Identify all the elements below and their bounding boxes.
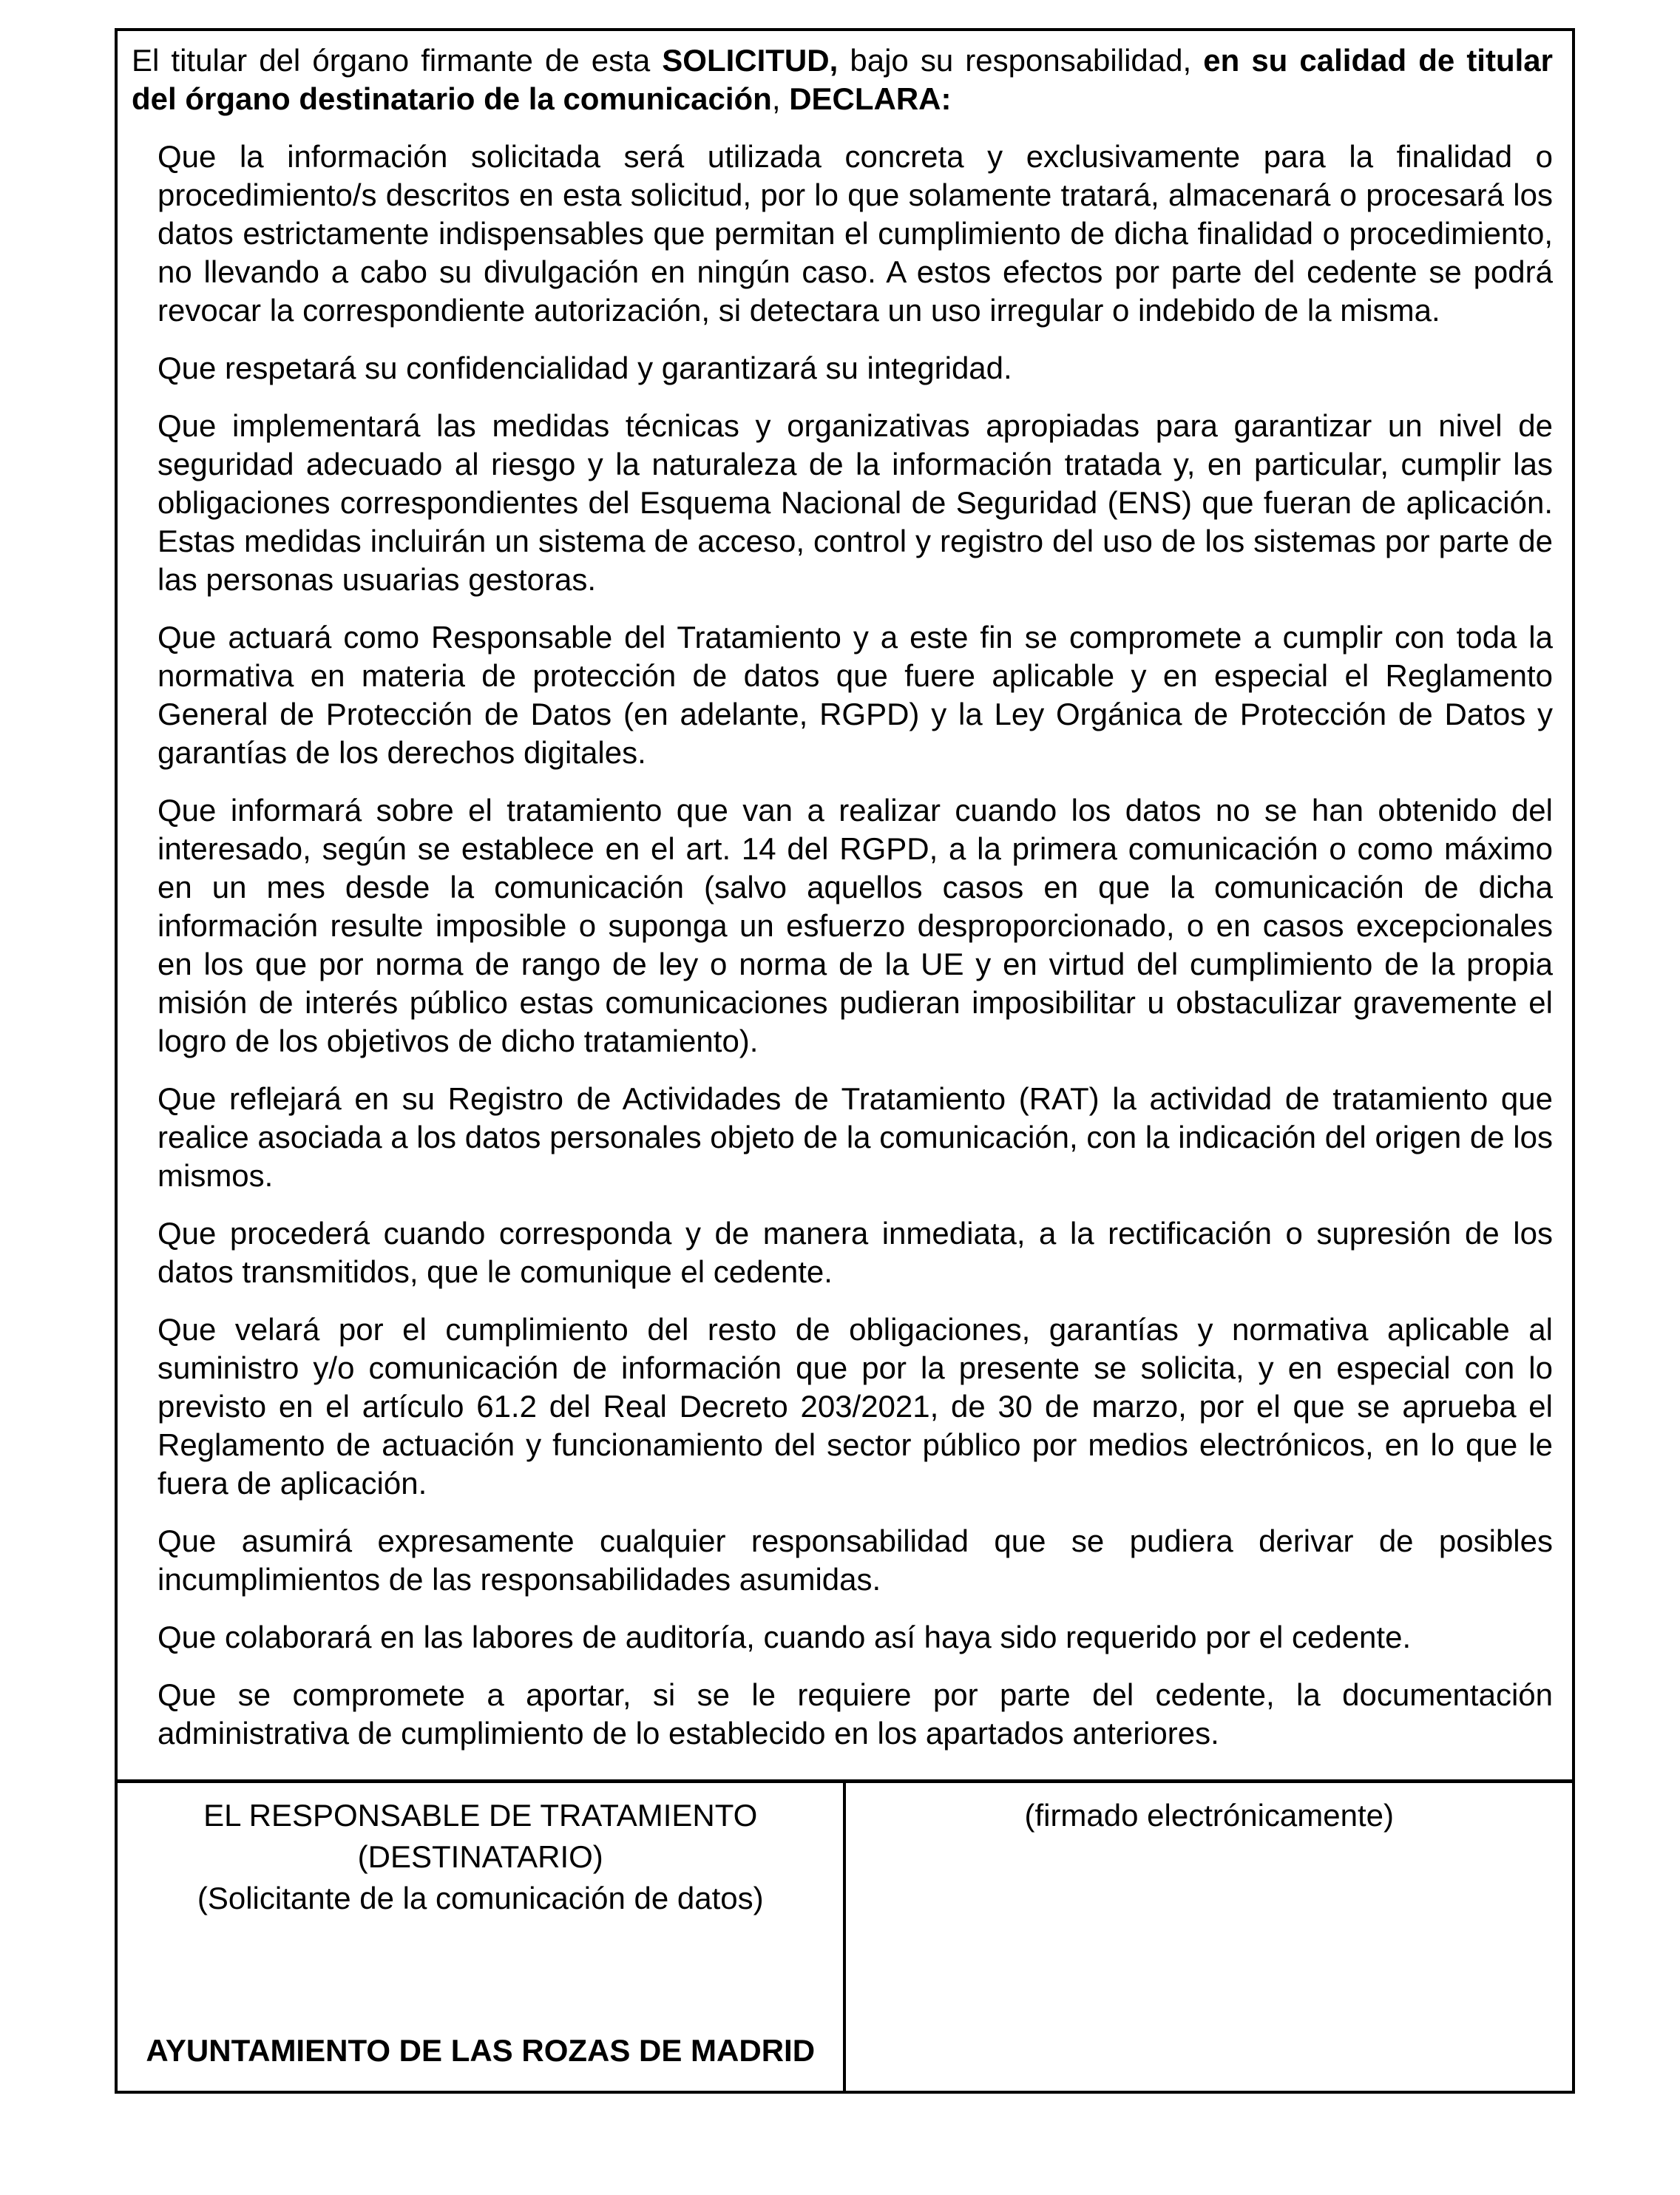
declaration-paragraph: Que procederá cuando corresponda y de manera inmediata, a la rectificación o supresión de los datos transmitidos, que le comunique el cedente.	[158, 1216, 1553, 1289]
intro-segment-regular-1: El titular del órgano firmante de esta	[132, 43, 663, 78]
responsible-subtitle-destinatario: (DESTINATARIO)	[357, 1839, 603, 1874]
intro-segment-bold-solicitud: SOLICITUD,	[662, 43, 839, 78]
signature-cell	[846, 1783, 1572, 2091]
declaration-paragraph: Que velará por el cumplimiento del resto de obligaciones, garantías y normativa aplicable al suministro y/o comunicación de información que por la presente se solicita, y en especial con lo previsto en el artículo 61.2 del Real Decreto 203/2021, de 30 de marzo, por el que se aprueba el Reglamento de actuación y funcionamiento del sector público por medios electrónicos, en lo que le fuera de aplicación.	[158, 1312, 1553, 1501]
intro-segment-bold-calidad: en su calidad de titular del órgano destinatario de la comunicación	[132, 43, 1553, 116]
responsible-cell	[118, 1783, 846, 2091]
responsible-title: EL RESPONSABLE DE TRATAMIENTO	[203, 1798, 758, 1833]
intro-segment-regular-3: ,	[771, 81, 790, 116]
intro-segment-regular-2: bajo su responsabilidad,	[838, 43, 1204, 78]
declaration-body	[118, 31, 1572, 1779]
declaration-paragraph: Que actuará como Responsable del Tratamiento y a este fin se compromete a cumplir con toda la normativa en materia de protección de datos que fuere aplicable y en especial el Reglamento General de Protección de Datos (en adelante, RGPD) y la Ley Orgánica de Protección de Datos y garantías de los derechos digitales.	[158, 620, 1553, 770]
signature-note: (firmado electrónicamente)	[1024, 1798, 1394, 1833]
declaration-paragraph: Que se compromete a aportar, si se le requiere por parte del cedente, la documentación administrativa de cumplimiento de lo establecido en los apartados anteriores.	[158, 1677, 1553, 1751]
intro-segment-bold-declara: DECLARA:	[789, 81, 952, 116]
declaration-box	[115, 28, 1575, 2094]
signature-table	[118, 1779, 1572, 2091]
declaration-paragraph: Que implementará las medidas técnicas y organizativas apropiadas para garantizar un nivel de seguridad adecuado al riesgo y la naturaleza de la información tratada y, en particular, cumplir las obligaciones correspondientes del Esquema Nacional de Seguridad (ENS) que fueran de aplicación. Estas medidas incluirán un sistema de acceso, control y registro del uso de los sistemas por parte de las personas usuarias gestoras.	[158, 408, 1553, 597]
declaration-paragraph: Que colaborará en las labores de auditoría, cuando así haya sido requerido por el cedente.	[158, 1620, 1412, 1654]
declaration-intro	[132, 41, 1553, 118]
declaration-paragraph: Que la información solicitada será utilizada concreta y exclusivamente para la finalidad o procedimiento/s descritos en esta solicitud, por lo que solamente tratará, almacenará o procesará los datos estrictamente indispensables que permitan el cumplimiento de dicha finalidad o procedimiento, no llevando a cabo su divulgación en ningún caso. A estos efectos por parte del cedente se podrá revocar la correspondiente autorización, si detectara un uso irregular o indebido de la misma.	[158, 139, 1553, 328]
declaration-paragraph: Que respetará su confidencialidad y garantizará su integridad.	[158, 351, 1012, 385]
responsible-subtitle-solicitante: (Solicitante de la comunicación de datos)	[197, 1881, 764, 1915]
declaration-paragraph: Que informará sobre el tratamiento que van a realizar cuando los datos no se han obtenido del interesado, según se establece en el art. 14 del RGPD, a la primera comunicación o como máximo en un mes desde la comunicación (salvo aquellos casos en que la comunicación de dicha información resulte imposible o suponga un esfuerzo desproporcionado, o en casos excepcionales en los que por norma de rango de ley o norma de la UE y en virtud del cumplimiento de la propia misión de interés público estas comunicaciones pudieran imposibilitar u obstaculizar gravemente el logro de los objetivos de dicho tratamiento).	[158, 793, 1553, 1058]
responsible-header	[197, 1795, 764, 1919]
declaration-paragraph: Que asumirá expresamente cualquier responsabilidad que se pudiera derivar de posibles incumplimientos de las responsabilidades asumidas.	[158, 1523, 1553, 1597]
signer-name: AYUNTAMIENTO DE LAS ROZAS DE MADRID	[146, 2033, 816, 2068]
declaration-paragraph: Que reflejará en su Registro de Actividades de Tratamiento (RAT) la actividad de tratamiento que realice asociada a los datos personales objeto de la comunicación, con la indicación del origen de los mismos.	[158, 1081, 1553, 1193]
